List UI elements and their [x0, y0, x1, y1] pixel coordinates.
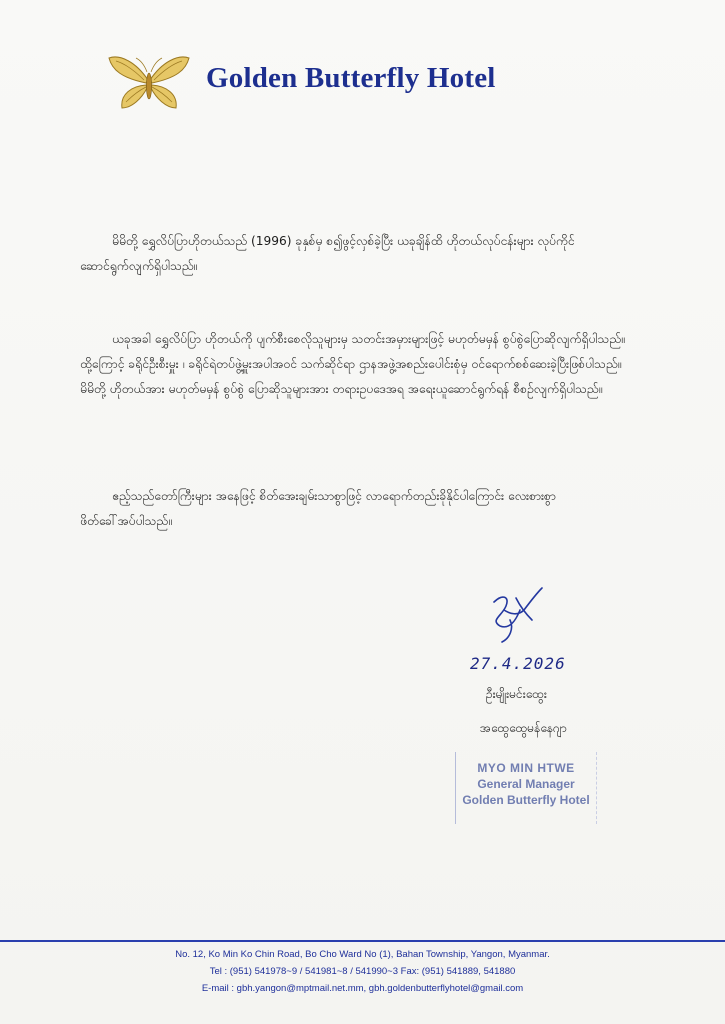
butterfly-logo-icon — [106, 52, 192, 114]
stamp-title: General Manager — [477, 777, 575, 791]
letter-paragraph-2 — [80, 327, 650, 402]
footer-emails: E-mail : gbh.yangon@mptmail.net.mm, gbh.goldenbutterflyhotel@gmail.com — [201, 983, 524, 994]
paragraph-line: မိမိတို့ ရွှေလိပ်ပြာဟိုတယ်သည် (1996) ခုနှစ်မှ စ၍ဖွင့်လှစ်ခဲ့ပြီး ယခုချိန်ထိ ဟိုတယ်လုပ်ငန်းများ လုပ်ကိုင် — [112, 234, 575, 248]
signatory-name: ဦးမျိုးမင်းထွေး — [486, 687, 547, 701]
paragraph-line: ယခုအခါ ရွှေလိပ်ပြာ ဟိုတယ်ကို ပျက်စီးစေလိုသူများမှ သတင်းအမှားများဖြင့် မဟုတ်မမှန် စွပ်စွဲပြောဆိုလျက်ရှိပါသည်။ — [112, 332, 625, 346]
paragraph-line: ဧည့်သည်တော်ကြီးများ အနေဖြင့် စိတ်အေးချမ်းသာစွာဖြင့် လာရောက်တည်းခိုနိုင်ပါကြောင်း လေးစားစွာ — [112, 489, 556, 503]
letter-paragraph-1 — [80, 229, 650, 279]
stamp-name: MYO MIN HTWE — [477, 761, 575, 775]
stamp-company: Golden Butterfly Hotel — [462, 793, 590, 807]
footer-phones: Tel : (951) 541978~9 / 541981~8 / 541990~3 Fax: (951) 541889, 541880 — [209, 966, 516, 977]
signatory-title: အထွေထွေမန်နေဂျာ — [480, 721, 567, 735]
paragraph-line: ထို့ကြောင့် ခရိုင်ဦးစီးမှူး ၊ ခရိုင်ရဲတပ်ဖွဲ့မှူးအပါအဝင် သက်ဆိုင်ရာ ဌာနအဖွဲ့အစည်းပေါင်းစုံမှ ဝင်ရောက်စစ်ဆေးခဲ့ပြီးဖြစ်ပါသည်။ — [80, 357, 622, 371]
manager-stamp — [455, 752, 597, 824]
footer-divider — [0, 940, 725, 942]
letter-paragraph-3 — [80, 484, 650, 534]
footer-address: No. 12, Ko Min Ko Chin Road, Bo Cho Ward No (1), Bahan Township, Yangon, Myanmar. — [175, 949, 550, 960]
paragraph-line: ဖိတ်ခေါ်အပ်ပါသည်။ — [80, 514, 172, 528]
hotel-name-heading: Golden Butterfly Hotel — [206, 62, 496, 94]
handwritten-signature — [480, 580, 550, 650]
paragraph-line: ဆောင်ရွက်လျက်ရှိပါသည်။ — [80, 259, 198, 273]
signature-date: 27.4.2026 — [470, 654, 566, 673]
paragraph-line: မိမိတို့ ဟိုတယ်အား မဟုတ်မမှန် စွပ်စွဲ ပြောဆိုသူများအား တရားဥပဒေအရ အရေးယူဆောင်ရွက်ရန် စီစဉ်လျက်ရှိပါသည်။ — [80, 382, 603, 396]
letterhead-footer — [0, 946, 725, 997]
